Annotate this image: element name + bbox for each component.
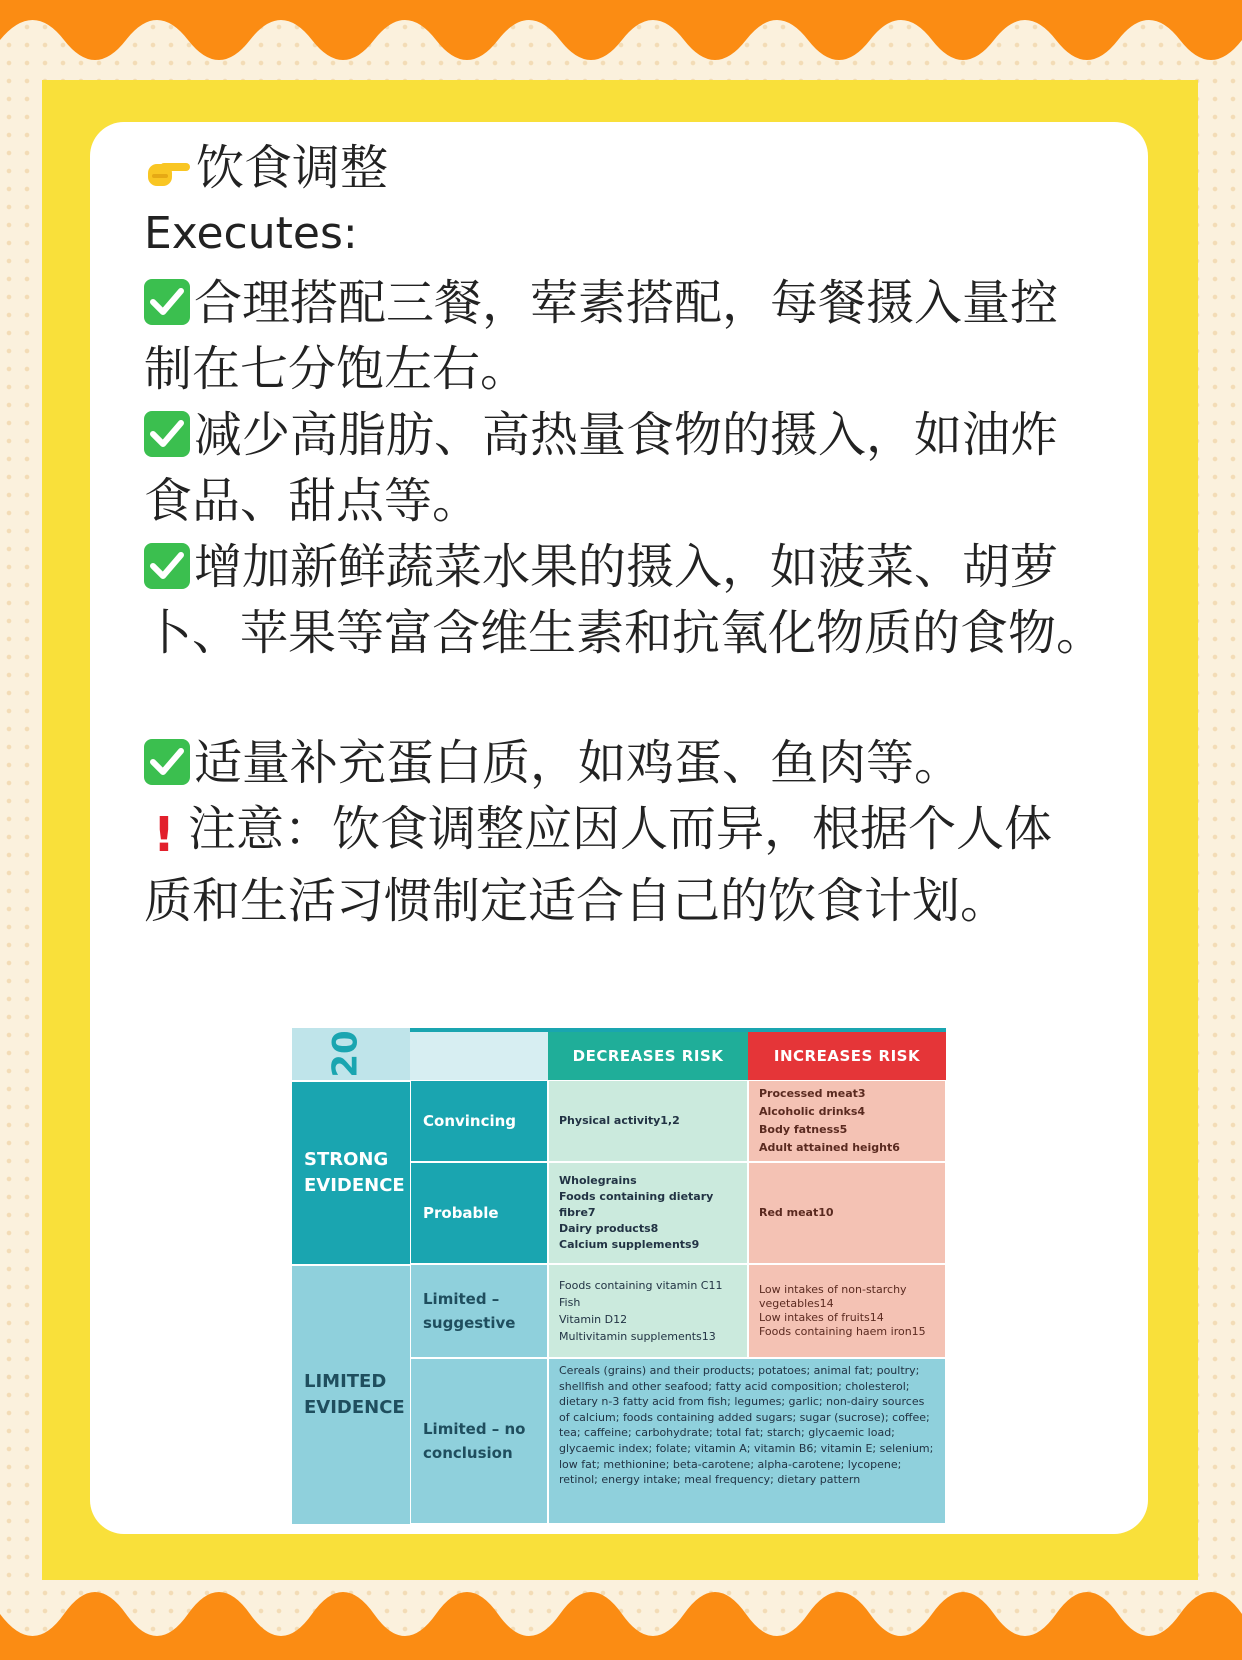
list-item-line: 食品、甜点等。 (144, 473, 481, 529)
table-item: Dairy products8 (559, 1222, 659, 1235)
table-item: Low intakes of fruits14 (759, 1311, 884, 1324)
probable-increases-cell (748, 1162, 946, 1264)
strong-evidence-label: STRONG EVIDENCE (292, 1080, 410, 1264)
check-icon (144, 279, 190, 325)
bottom-wave-border (0, 1570, 1242, 1660)
exclamation-icon: ! (153, 807, 175, 863)
table-item: Physical activity1,2 (559, 1114, 680, 1127)
note-line: 注意：饮食调整应因人而异，根据个人体 (188, 801, 1053, 857)
corner-text: 20 (325, 1030, 366, 1078)
check-icon (144, 739, 190, 785)
table-corner (292, 1028, 410, 1080)
table-item: Red meat10 (759, 1206, 834, 1219)
list-item (144, 534, 1104, 600)
title-text: 饮食调整 (196, 140, 389, 196)
note-line: 质和生活习惯制定适合自己的饮食计划。 (144, 873, 1009, 929)
probable-decreases-cell (548, 1162, 748, 1264)
table-item: Vitamin D12 (559, 1313, 628, 1326)
level-limited-suggestive: Limited – suggestive (410, 1264, 548, 1358)
limited-evidence-label: LIMITED EVIDENCE (292, 1264, 410, 1524)
table-item: Fish (559, 1296, 581, 1309)
top-wave-border (0, 0, 1242, 80)
no-conclusion-cell: Cereals (grains) and their products; potatoes; animal fat; poultry; shellfish and other seafood; fatty acid composition; cholesterol; dietary n-3 fatty acid from fish; legumes; garlic; non-dairy sources of calcium; foods containing added sugars; sugar (sucrose); coffee; tea; caffeine; carbohydrate; total fat; starch; glycaemic load; glycaemic index; folate; vitamin A; vitamin B6; vitamin E; selenium; low fat; methionine; beta-carotene; alpha-carotene; lycopene; retinol; energy intake; meal frequency; dietary pattern (548, 1358, 946, 1524)
table-item: Wholegrains (559, 1174, 637, 1187)
check-icon (144, 411, 190, 457)
table-item: Foods containing haem iron15 (759, 1325, 926, 1338)
table-item: Foods containing vitamin C11 (559, 1279, 723, 1292)
section-title (144, 138, 1104, 204)
list-item-line: 合理搭配三餐，荤素搭配，每餐摄入量控 (194, 275, 1059, 331)
list-item-line: 减少高脂肪、高热量食物的摄入，如油炸 (194, 407, 1059, 463)
table-item: Foods containing dietary fibre7 (559, 1190, 714, 1219)
list-item (144, 270, 1104, 336)
check-icon (144, 543, 190, 589)
suggestive-decreases-cell (548, 1264, 748, 1358)
table-item: Multivitamin supplements13 (559, 1330, 716, 1343)
table-blank-header (410, 1028, 548, 1080)
list-item-line: 适量补充蛋白质，如鸡蛋、鱼肉等。 (194, 735, 963, 791)
list-item-line: 卜、苹果等富含维生素和抗氧化物质的食物。 (144, 605, 1105, 661)
list-item (144, 730, 1104, 796)
table-item: Alcoholic drinks4 (759, 1105, 866, 1118)
table-item: Calcium supplements9 (559, 1238, 700, 1251)
subtitle: Executes: (144, 208, 358, 259)
table-item: Processed meat3 (759, 1087, 866, 1100)
content-card (90, 122, 1148, 1534)
list-item-line: 制在七分饱左右。 (144, 341, 529, 397)
suggestive-increases-cell (748, 1264, 946, 1358)
note (144, 796, 1104, 868)
yellow-frame (42, 80, 1198, 1580)
spacer (144, 666, 1104, 730)
level-convincing: Convincing (410, 1080, 548, 1162)
level-no-conclusion: Limited – no conclusion (410, 1358, 548, 1524)
increases-risk-header: INCREASES RISK (748, 1028, 946, 1080)
table-item: Body fatness5 (759, 1123, 848, 1136)
decreases-risk-header: DECREASES RISK (548, 1028, 748, 1080)
list-item-line: 增加新鲜蔬菜水果的摄入，如菠菜、胡萝 (194, 539, 1059, 595)
table-item: Low intakes of non-starchy vegetables14 (759, 1283, 907, 1310)
convincing-increases-cell (748, 1080, 946, 1162)
pointing-hand-icon (144, 144, 192, 204)
evidence-table-image (292, 1028, 946, 1524)
list-item (144, 402, 1104, 468)
table-item: Adult attained height6 (759, 1141, 900, 1154)
text-block (144, 138, 1104, 934)
level-probable: Probable (410, 1162, 548, 1264)
convincing-decreases-cell (548, 1080, 748, 1162)
